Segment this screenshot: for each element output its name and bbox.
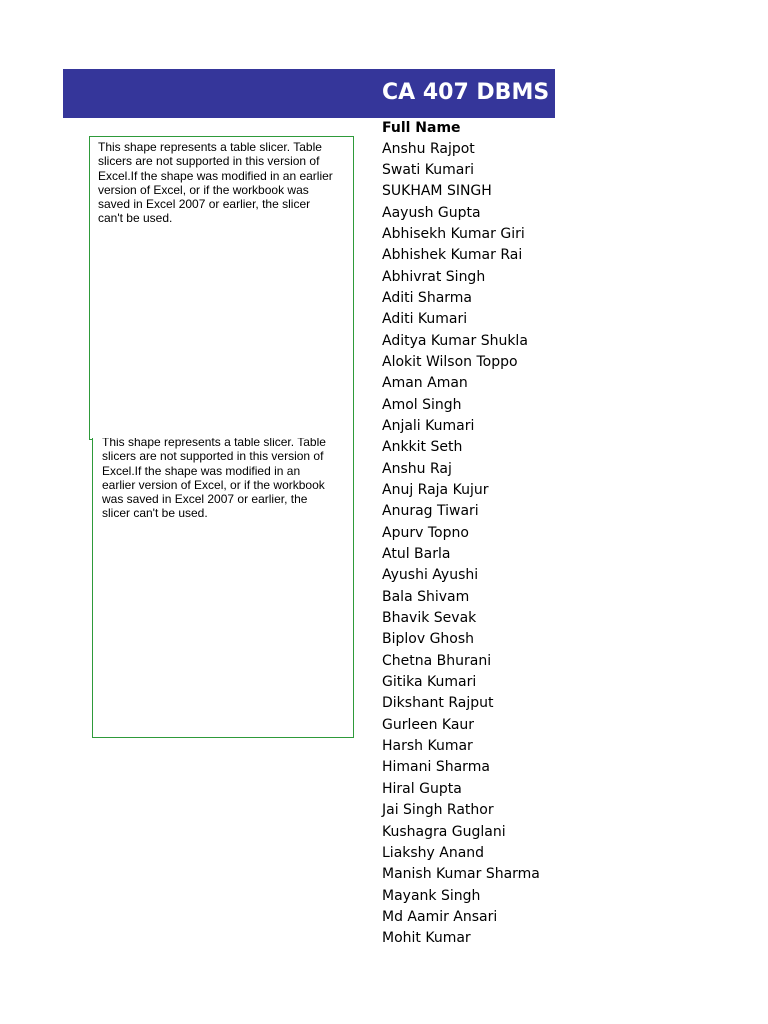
table-cell-name[interactable]: Mayank Singh xyxy=(382,887,481,904)
table-cell-name[interactable]: Aman Aman xyxy=(382,375,468,392)
table-cell-name[interactable]: Chetna Bhurani xyxy=(382,652,492,669)
table-cell-name[interactable]: Dikshant Rajput xyxy=(382,695,494,712)
slicer-message-line: Excel.If the shape was modified in an xyxy=(102,463,301,478)
column-header-full-name[interactable]: Full Name xyxy=(382,120,461,136)
slicer-message xyxy=(102,438,343,521)
table-cell-name[interactable]: Anjali Kumari xyxy=(382,417,475,434)
table-cell-name[interactable]: Md Aamir Ansari xyxy=(382,908,498,925)
slicer-message-line: Excel.If the shape was modified in an earlier xyxy=(98,168,333,183)
table-cell-name[interactable]: Kushagra Guglani xyxy=(382,823,506,840)
slicer-message-line: slicers are not supported in this version of xyxy=(98,154,320,169)
slicer-message-line: This shape represents a table slicer. Table xyxy=(98,140,322,154)
table-cell-name[interactable]: Harsh Kumar xyxy=(382,738,473,755)
table-cell-name[interactable]: Anuj Raja Kujur xyxy=(382,482,489,498)
table-cell-name[interactable]: Atul Barla xyxy=(382,546,451,563)
table-cell-name[interactable]: Aditya Kumar Shukla xyxy=(382,332,528,349)
slicer-message-line: was saved in Excel 2007 or earlier, the xyxy=(102,492,308,507)
table-cell-name[interactable]: Gitika Kumari xyxy=(382,674,477,691)
table-cell-name[interactable]: Abhishek Kumar Rai xyxy=(382,247,523,264)
table-slicer-placeholder-2[interactable] xyxy=(92,438,354,738)
table-cell-name[interactable]: Bhavik Sevak xyxy=(382,610,477,627)
sheet-title: CA 407 DBMS xyxy=(382,80,550,105)
table-cell-name[interactable]: Swati Kumari xyxy=(382,161,474,178)
table-cell-name[interactable]: Hiral Gupta xyxy=(382,780,462,797)
table-cell-name[interactable]: Liakshy Anand xyxy=(382,844,485,861)
table-cell-name[interactable]: Ankkit Seth xyxy=(382,439,463,456)
table-cell-name[interactable]: Anurag Tiwari xyxy=(382,503,479,520)
table-slicer-placeholder-1[interactable] xyxy=(89,136,354,440)
table-cell-name[interactable]: SUKHAM SINGH xyxy=(382,183,492,200)
table-cell-name[interactable]: Biplov Ghosh xyxy=(382,631,475,648)
table-cell-name[interactable]: Apurv Topno xyxy=(382,524,469,541)
table-cell-name[interactable]: Manish Kumar Sharma xyxy=(382,866,540,883)
name-list xyxy=(382,139,540,950)
slicer-message-line: earlier version of Excel, or if the workbook xyxy=(102,477,325,492)
table-cell-name[interactable]: Himani Sharma xyxy=(382,759,490,776)
table-cell-name[interactable]: Bala Shivam xyxy=(382,588,470,605)
table-cell-name[interactable]: Jai Singh Rathor xyxy=(382,802,494,819)
table-cell-name[interactable]: Amol Singh xyxy=(382,396,462,413)
table-cell-name[interactable]: Aditi Sharma xyxy=(382,289,473,306)
slicer-message-line: can't be used. xyxy=(98,211,173,226)
slicer-message-line: version of Excel, or if the workbook was xyxy=(98,182,309,197)
slicer-message-line: slicer can't be used. xyxy=(102,506,208,521)
table-cell-name[interactable]: Mohit Kumar xyxy=(382,930,471,947)
table-cell-name[interactable]: Abhivrat Singh xyxy=(382,268,486,285)
table-cell-name[interactable]: Anshu Raj xyxy=(382,460,452,477)
table-cell-name[interactable]: Gurleen Kaur xyxy=(382,716,475,733)
slicer-message-line: This shape represents a table slicer. Table xyxy=(102,438,326,449)
slicer-message-line: slicers are not supported in this version of xyxy=(102,449,324,464)
slicer-message-line: saved in Excel 2007 or earlier, the slicer xyxy=(98,197,311,212)
table-cell-name[interactable]: Anshu Rajpot xyxy=(382,140,475,157)
table-cell-name[interactable]: Alokit Wilson Toppo xyxy=(382,353,518,370)
slicer-message xyxy=(98,140,347,226)
table-cell-name[interactable]: Abhisekh Kumar Giri xyxy=(382,225,525,242)
table-cell-name[interactable]: Aditi Kumari xyxy=(382,311,468,328)
table-cell-name[interactable]: Ayushi Ayushi xyxy=(382,567,479,584)
table-cell-name[interactable]: Aayush Gupta xyxy=(382,204,481,221)
